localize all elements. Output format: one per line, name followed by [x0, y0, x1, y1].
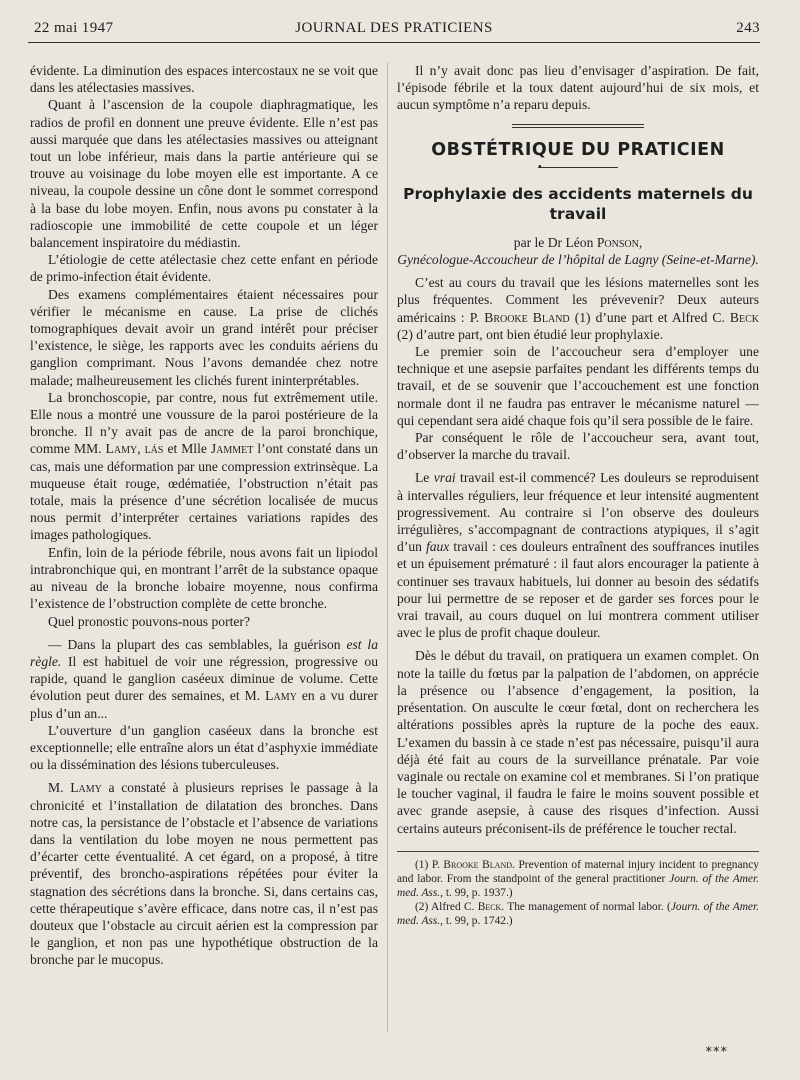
section-title: OBSTÉTRIQUE DU PRATICIEN: [431, 139, 725, 160]
footnotes: [397, 851, 759, 928]
paragraph: Des examens complémentaires étaient nécessaires pour vérifier le mécanisme en cause. La prise de clichés tomographiques devait avoir un grand intérêt pour préciser l’existence, le siège, les rapports avec les conduits aériens du ganglion comprimant. Nous l’avons demandée chez notre malade; malheureusement les clichés furent ininterprétables.: [30, 286, 378, 388]
left-column: [30, 62, 378, 1032]
paragraph: Enfin, loin de la période fébrile, nous avons fait un lipiodol intrabronchique qui, en montrant l’arrêt de la substance opaque au niveau de la bronche lobaire moyenne, nous confirma l’existence de l’obstruction complète de cette bronche.: [30, 544, 378, 612]
author-name: Lamy: [265, 688, 297, 704]
journal-name: Journ. of the Amer. med. Ass.: [397, 900, 760, 927]
author-name: Lamy: [70, 780, 102, 796]
paragraph: Quel pronostic pouvons-nous porter?: [48, 613, 250, 629]
paragraph: Le premier soin de l’accoucheur sera d’employer une technique et une asepsie parfaites pendant les différents temps du travail, et de se souvenir que l’accouchement est une fonction normale dont il ne faudra pas entraver le mécanisme naturel — qui cependant sera aidé chaque fois qu’il sera possible de le faire.: [397, 344, 759, 428]
paragraph: La bronchoscopie, par contre, nous fut extrêmement utile. Elle nous a montré une voussure de la paroi postérieure de la bronche. Il n’y avait pas de ancre de la paroi bronchique, comme MM. Lamy, lás et Mlle Jammet l’ont constaté dans un cas, mais une déformation par une compression extrinsèque. La muqueuse était rouge, œdématiée, l’obstruction n’était pas totale, mais la présence d’une sécrétion localisée de mucus nous permit d’interpréter certaines variations rapides des images pathologiques.: [30, 389, 379, 543]
paragraph: Par conséquent le rôle de l’accoucheur sera, avant tout, d’observer la marche du travail.: [397, 430, 759, 463]
author-name: Lamy: [105, 441, 138, 457]
column-divider: [387, 62, 388, 1032]
header-page-number: 243: [736, 20, 760, 36]
paragraph: Il n’y avait donc pas lieu d’envisager d’aspiration. De fait, l’épisode fébrile et la toux datent aujourd’hui de six mois, et aucun symptôme n’a reparu depuis.: [397, 63, 759, 113]
article-title: Prophylaxie des accidents maternels du travail: [403, 184, 753, 223]
section-rule: [512, 124, 644, 128]
header-journal-title: JOURNAL DES PRATICIENS: [295, 20, 493, 36]
paragraph: L’étiologie de cette atélectasie chez cette enfant en période de primo-infection était évidente.: [30, 252, 378, 285]
emphasis: vrai: [433, 470, 456, 486]
author-affiliation: Gynécologue-Accoucheur de l’hôpital de Lagny (Seine-et-Marne).: [397, 252, 759, 268]
header-date: 22 mai 1947: [34, 20, 114, 36]
header-rule: [28, 42, 760, 43]
journal-name: Journ. of the Amer. med. Ass.: [397, 872, 759, 899]
author-name: Jammet: [210, 441, 254, 457]
paragraph: évidente. La diminution des espaces intercostaux ne se voit que dans les atélectasies massives.: [30, 63, 378, 96]
author-name: Brooke Bland: [484, 309, 570, 325]
end-asterisks: ***: [705, 1045, 728, 1060]
paragraph: M. Lamy a constaté à plusieurs reprises le passage à la chronicité et l’installation de dilatation des bronches. Dans notre cas, la persistance de l’obstacle et l’absence de variations dans la ventilation du lobe moyen ne nous permettent pas d’écarter cette éventualité. A cet égard, on a proposé, à titre préventif, des broncho-aspirations répétées pour éviter la stagnation des sécrétions dans la bronche. Si, dans certains cas, cette thérapeutique s’avère efficace, dans notre cas, il n’est pas douteux que l’obstacle au circuit aérien est la compression par le ganglion, et non pas une hypothétique obstruction de la bronche par le mucopus.: [30, 780, 378, 968]
paragraph: L’ouverture d’un ganglion caséeux dans la bronche est exceptionnelle; elle entraîne alors un état d’asphyxie immédiate ou la dissémination des lésions tuberculeuses.: [30, 722, 378, 773]
author-name: Ponson: [596, 234, 639, 250]
author-name: lás: [144, 441, 164, 457]
emphasis: est la règle.: [30, 636, 378, 669]
paragraph: Le vrai travail est-il commencé? Les douleurs se reproduisent à intervalles réguliers, leur fréquence et leur intensité augmentent progressivement. Au contraire si l’on observe des douleurs irrégulières, s’accompagnant de contractions atypiques, il s’agit d’un faux travail : ces douleurs entraînent des souffrances inutiles et un épuisement prématuré : il faut alors encourager la patiente à continuer ses travaux habituels, lui donner au besoin des sédatifs pour lui permettre de se reposer et de garder ses forces pour le vrai travail, au cours duquel on lui montrera comment utiliser avec le plus de profit chaque douleur.: [397, 470, 759, 641]
footnote: (2) Alfred C. Beck. The management of normal labor. (Journ. of the Amer. med. Ass., t. 99, p. 1742.): [397, 900, 760, 927]
right-column: [397, 62, 759, 1062]
footnote: (1) P. Brooke Bland. Prevention of maternal injury incident to pregnancy and labor. From the standpoint of the general practitioner Journ. of the Amer. med. Ass., t. 99, p. 1937.): [397, 858, 759, 899]
ornament-rule: [538, 167, 618, 168]
paragraph: — Dans la plupart des cas semblables, la guérison est la règle. Il est habituel de voir une régression, progressive ou rapide, quand le ganglion caséeux diminue de volume. Cette évolution peut durer des semaines, et M. Lamy en a vu durer plus d’un an...: [30, 636, 378, 721]
author-name: Brooke Bland: [443, 858, 512, 871]
paragraph: Dès le début du travail, on pratiquera un examen complet. On note la taille du fœtus par la palpation de l’abdomen, on apprécie la présence ou l’absence d’engagement, la position, la présentation. On ausculte le cœur fœtal, dont on recherchera les altérations possibles après la rupture de la poche des eaux. L’examen du bassin à ce stade n’est pas nécessaire, puisqu’il aura déjà été fait au cours de la surveillance prénatale. Par voie vaginale ou rectale on examine col et membranes. Si l’on pratique le toucher vaginal, il faudra le faire le moins souvent possible et avec grande asepsie, à cause des risques d’infection. Aussi certains auteurs préconisent-ils de préférence le toucher rectal.: [397, 648, 759, 836]
author-name: Beck: [729, 309, 759, 325]
running-header: [28, 16, 760, 42]
author-name: Beck: [477, 900, 502, 913]
emphasis: faux: [425, 539, 450, 555]
paragraph: Quant à l’ascension de la coupole diaphragmatique, les radios de profil en donnent une preuve évidente. Elle n’est pas aussi marquée que dans les atélectasies massives ou atteignant tout un lobe inférieur, mais dans la partie antérieure qui se trouve au voisinage du lobe moyen elle est importante. A ce niveau, la coupole dessine un cône dont le sommet correspond à la base du lobe moyen. Enfin, nous avons pu constater à la radioscopie une immobilité de cette coupole et un léger balancement inspiratoire du médiastin.: [30, 97, 378, 251]
byline: par le Dr Léon Ponson,: [513, 234, 643, 250]
paragraph: C’est au cours du travail que les lésions maternelles sont les plus fréquentes. Comment les prévevenir? Deux auteurs américains : P. Brooke Bland (1) d’une part et Alfred C. Beck (2) d’autre part, ont bien étudié leur prophylaxie.: [397, 275, 759, 342]
